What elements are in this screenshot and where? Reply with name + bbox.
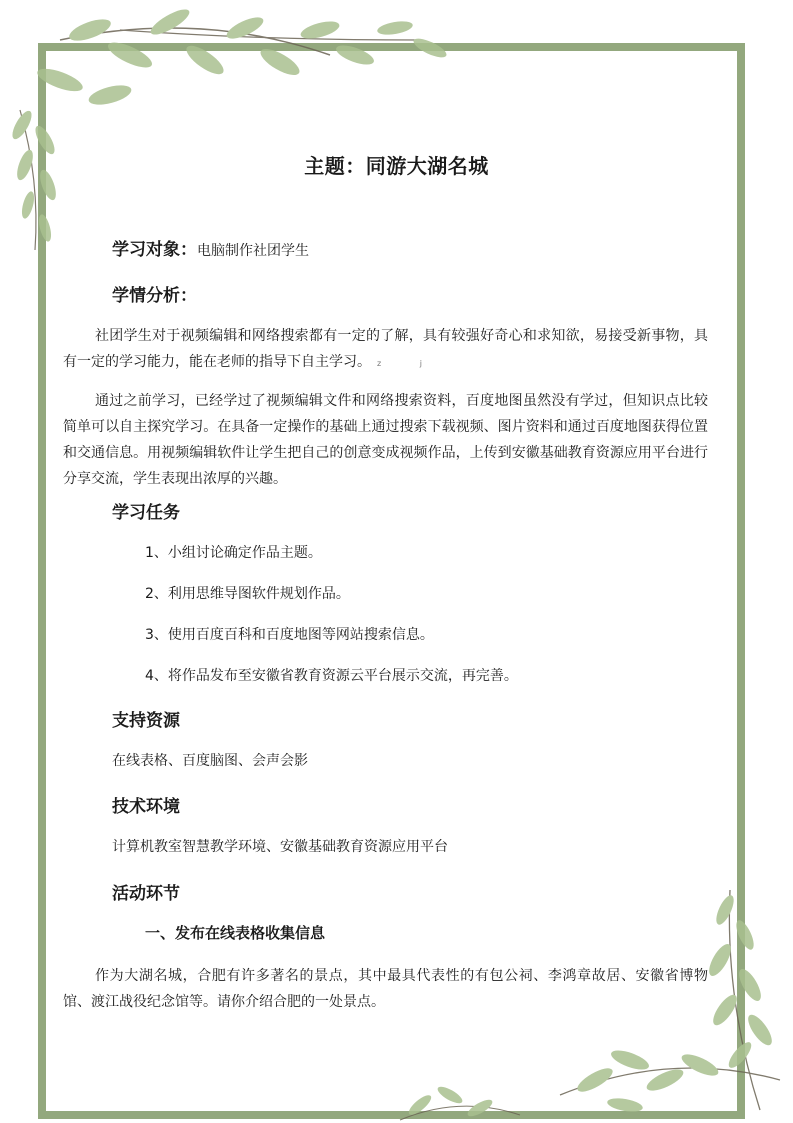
analysis-heading: 学情分析： [112, 286, 197, 306]
resources-heading: 支持资源 [112, 711, 180, 731]
task-item: 4、将作品发布至安徽省教育资源云平台展示交流，再完善。 [145, 668, 518, 684]
activity-paragraph-1: 作为大湖名城，合肥有许多著名的景点，其中最具代表性的有包公祠、李鸿章故居、安徽省博物馆、渡江战役纪念馆等。请你介绍合肥的一处景点。 [63, 968, 708, 1010]
environment-text: 计算机教室智慧教学环境、安徽基础教育资源应用平台 [112, 839, 448, 855]
analysis-paragraph-1-text: 社团学生对于视频编辑和网络搜索都有一定的了解，具有较强好奇心和求知欲，易接受新事物，具有一定的学习能力，能在老师的指导下自主学习。 [63, 328, 708, 370]
analysis-paragraph-2: 通过之前学习，已经学过了视频编辑文件和网络搜索资料，百度地图虽然没有学过，但知识点比较简单可以自主探究学习。在具备一定操作的基础上通过搜索下载视频、图片资料和通过百度地图获得位置和交通信息。用视频编辑软件让学生把自己的创意变成视频作品，上传到安徽基础教育资源应用平台进行分享交流，学生表现出浓厚的兴趣。 [63, 393, 708, 487]
task-item: 2、利用思维导图软件规划作品。 [145, 586, 350, 602]
leaf-branch-decoration [0, 0, 470, 260]
environment-heading: 技术环境 [112, 797, 180, 817]
learning-target-label: 学习对象： [112, 240, 197, 260]
learning-target-value: 电脑制作社团学生 [197, 243, 309, 259]
learning-target-line [112, 235, 309, 260]
resources-text: 在线表格、百度脑图、会声会影 [112, 753, 308, 769]
task-item: 3、使用百度百科和百度地图等网站搜索信息。 [145, 627, 434, 643]
activity-heading: 活动环节 [112, 884, 180, 904]
stray-mark: z j [377, 359, 440, 368]
tasks-heading: 学习任务 [112, 503, 180, 523]
analysis-paragraph-1 [63, 323, 708, 377]
task-item: 1、小组讨论确定作品主题。 [145, 545, 322, 561]
activity-subheading-1: 一、发布在线表格收集信息 [145, 924, 326, 942]
document-title: 主题：同游大湖名城 [304, 154, 489, 178]
